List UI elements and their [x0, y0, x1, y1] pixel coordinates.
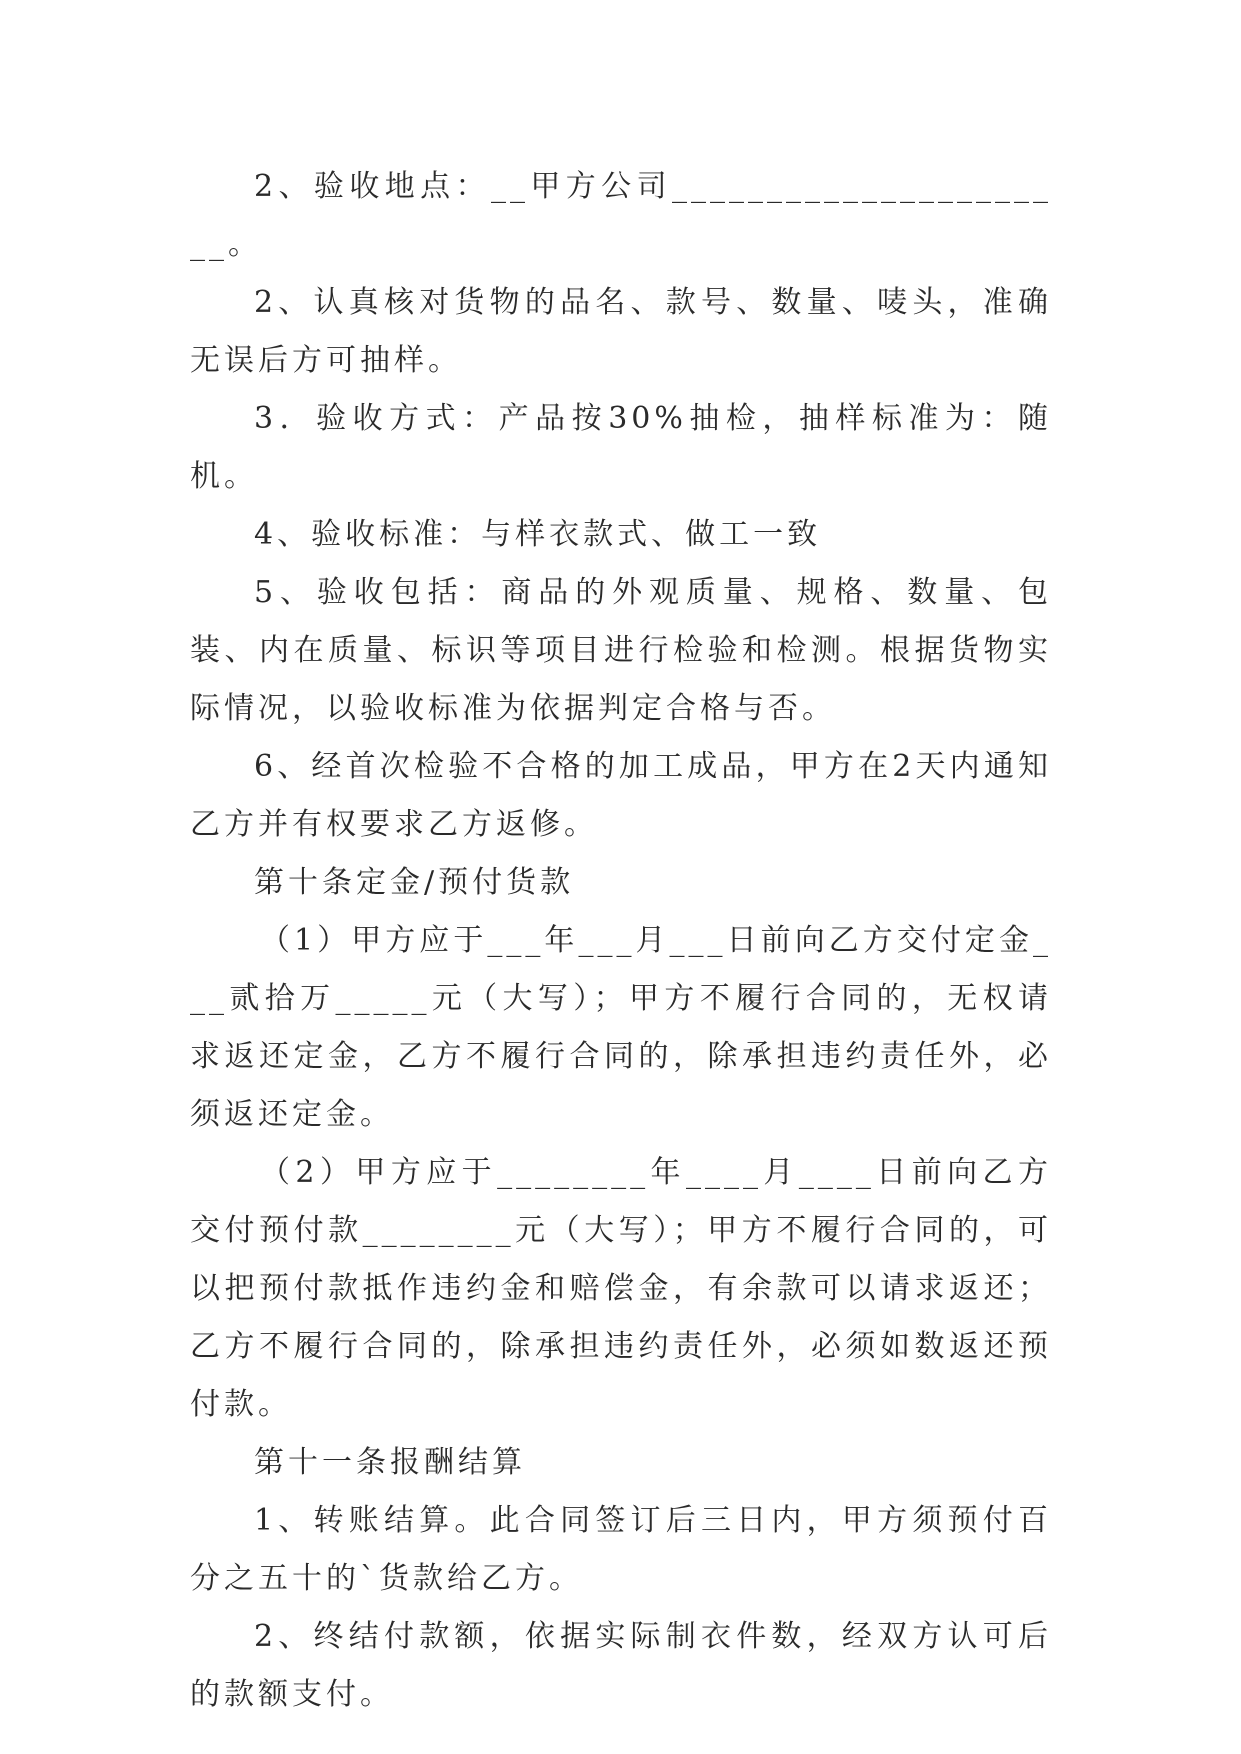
paragraph-acceptance-method: 3．验收方式：产品按30%抽检，抽样标准为：随机。 [190, 401, 1052, 494]
document-body [190, 158, 1052, 1724]
paragraph-deposit: （1）甲方应于___年___月___日前向乙方交付定金___贰拾万_____元（大写）；甲方不履行合同的，无权请求返还定金，乙方不履行合同的，除承担违约责任外，必须返还定金。 [190, 923, 1052, 1132]
paragraph-acceptance-scope: 5、验收包括：商品的外观质量、规格、数量、包装、内在质量、标识等项目进行检验和检测。根据货物实际情况，以验收标准为依据判定合格与否。 [190, 575, 1052, 726]
paragraph-first-inspection: 6、经首次检验不合格的加工成品，甲方在2天内通知乙方并有权要求乙方返修。 [190, 749, 1052, 842]
article-eleven-heading: 第十一条报酬结算 [254, 1445, 526, 1480]
paragraph-final-payment: 2、终结付款额，依据实际制衣件数，经双方认可后的款额支付。 [190, 1619, 1052, 1712]
paragraph-acceptance-location: 2、验收地点：__甲方公司______________________。 [190, 169, 1052, 262]
paragraph-prepayment: （2）甲方应于________年____月____日前向乙方交付预付款________元（大写）；甲方不履行合同的，可以把预付款抵作违约金和赔偿金，有余款可以请求返还；乙方不履行合同的，除承担违约责任外，必须如数返还预付款。 [190, 1155, 1052, 1422]
paragraph-acceptance-standard: 4、验收标准：与样衣款式、做工一致 [254, 517, 822, 552]
article-ten-heading: 第十条定金/预付货款 [254, 865, 575, 900]
paragraph-verify-goods: 2、认真核对货物的品名、款号、数量、唛头，准确无误后方可抽样。 [190, 285, 1052, 378]
paragraph-transfer-settlement: 1、转账结算。此合同签订后三日内，甲方须预付百分之五十的`货款给乙方。 [190, 1503, 1052, 1596]
